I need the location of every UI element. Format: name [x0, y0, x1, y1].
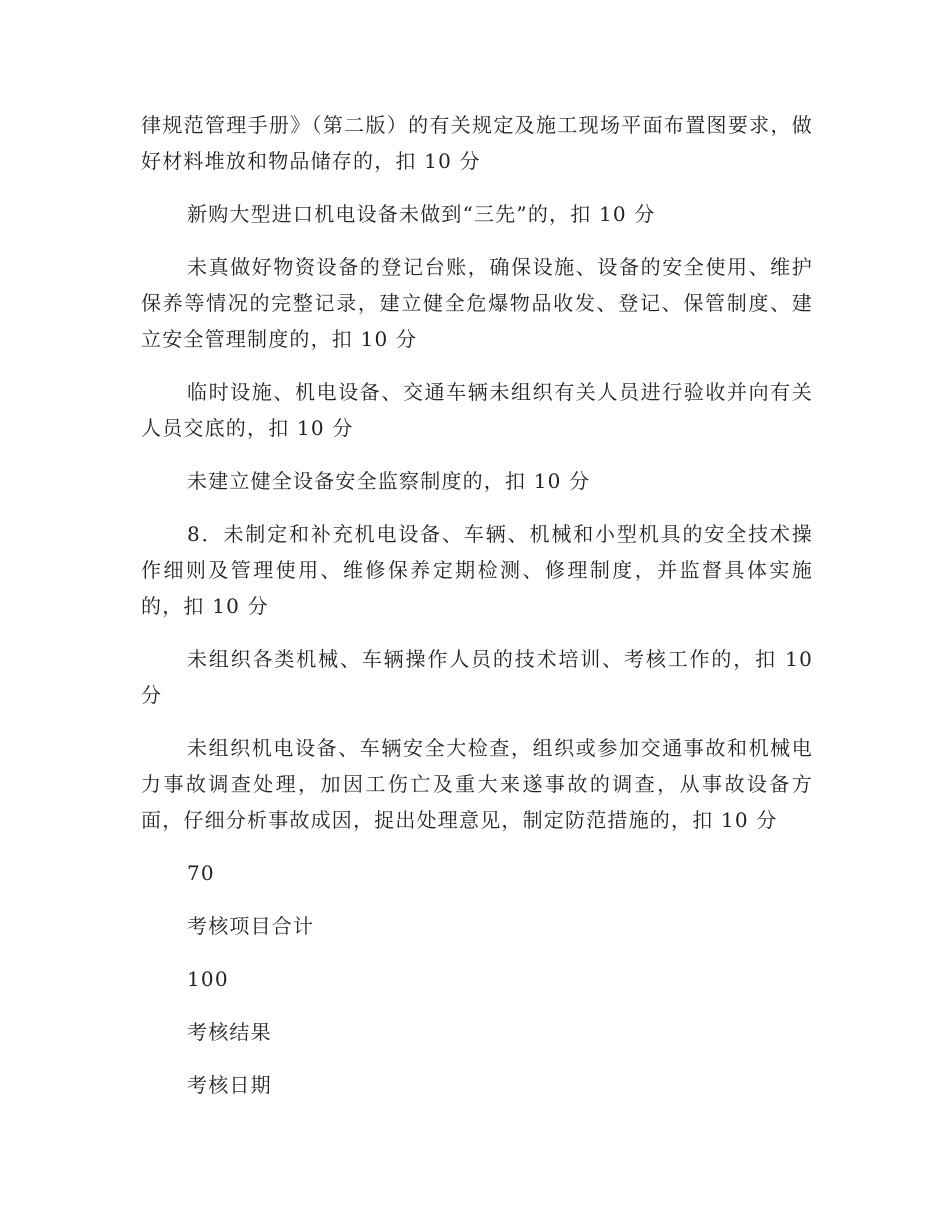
paragraph-equipment-ledger: 未真做好物资设备的登记台账，确保设施、设备的安全使用、维护保养等情况的完整记录，建立健全危爆物品收发、登记、保管制度、建立安全管理制度的，扣 10 分 [141, 255, 813, 351]
paragraph-import-equipment: 新购大型进口机电设备未做到“三先”的，扣 10 分 [187, 202, 656, 226]
total-score: 100 [187, 967, 229, 991]
paragraph-continuation: 律规范管理手册》（第二版）的有关规定及施工现场平面布置图要求，做好材料堆放和物品储存的，扣 10 分 [141, 113, 813, 173]
document-body [141, 107, 813, 1120]
paragraph-supervision-system: 未建立健全设备安全监察制度的，扣 10 分 [187, 469, 591, 493]
score-subtotal: 70 [187, 861, 215, 885]
paragraph-acceptance: 临时设施、机电设备、交通车辆未组织有关人员进行验收并向有关人员交底的，扣 10 分 [141, 380, 813, 440]
paragraph-training: 未组织各类机械、车辆操作人员的技术培训、考核工作的，扣 10 分 [141, 647, 813, 707]
total-label: 考核项目合计 [187, 914, 315, 938]
paragraph-operation-rules: 8．未制定和补充机电设备、车辆、机械和小型机具的安全技术操作细则及管理使用、维修保养定期检测、修理制度，并监督具体实施的，扣 10 分 [141, 522, 813, 618]
paragraph-safety-inspection: 未组织机电设备、车辆安全大检查，组织或参加交通事故和机械电力事故调查处理，加因工伤亡及重大来遂事故的调查，从事故设备方面，仔细分析事故成因，捉出处理意见，制定防范措施的，扣 10 分 [141, 736, 813, 832]
date-label: 考核日期 [187, 1073, 272, 1097]
result-label: 考核结果 [187, 1020, 272, 1044]
